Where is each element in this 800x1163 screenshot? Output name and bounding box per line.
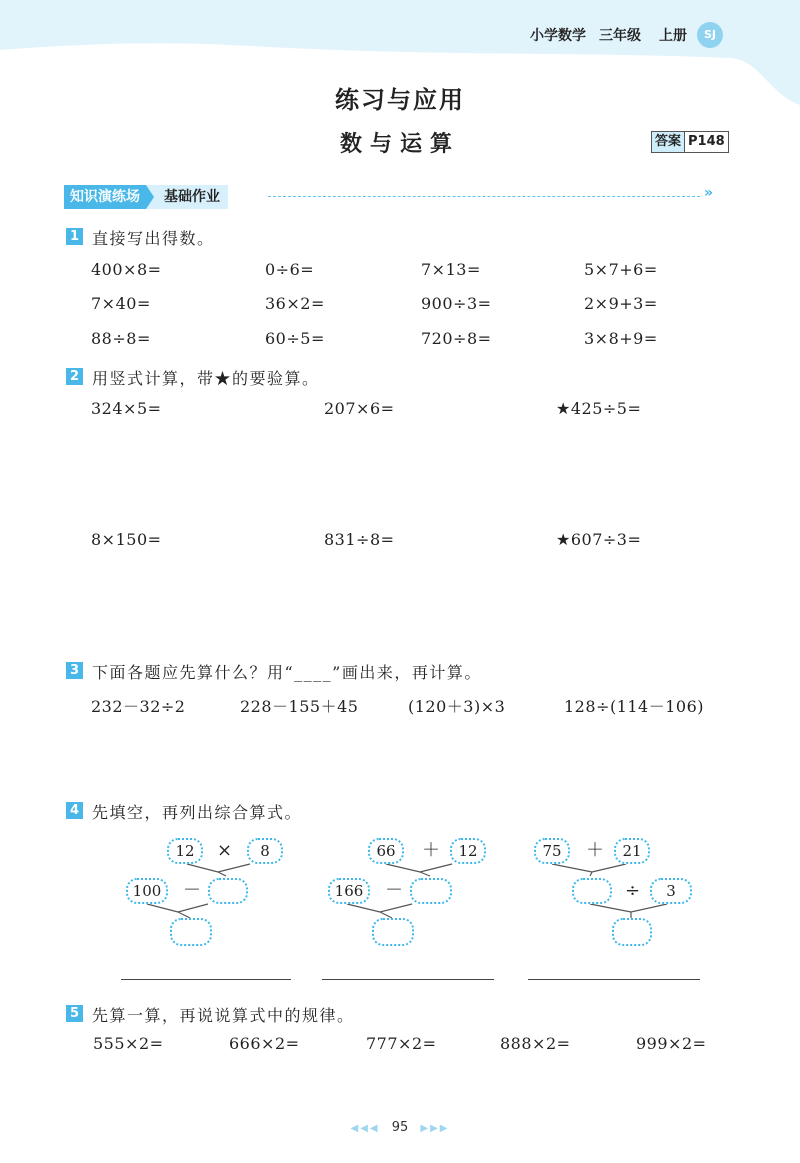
question-text: 下面各题应先算什么？用“____”画出来，再计算。 [92,663,482,682]
operator: － [183,880,201,901]
expression: 207×6= [324,399,395,418]
expression: 324×5= [91,399,162,418]
expression: 7×13= [421,260,481,279]
question-text: 直接写出得数。 [92,229,215,248]
expression: 777×2= [366,1034,437,1053]
question-number: 2 [66,368,83,385]
question-number: 4 [66,802,83,819]
tree-value: 66 [368,838,404,864]
operator: ＋ [586,840,604,861]
expression: 2×9+3= [584,294,658,313]
operator: ÷ [625,880,641,901]
page-number: 95 [391,1120,409,1135]
expression: 400×8= [91,260,162,279]
question-text: 先算一算，再说说算式中的规律。 [92,1006,355,1025]
tree-value: 3 [650,878,692,904]
section-tag-primary: 知识演练场 [64,185,146,209]
expression: (120＋3)×3 [408,697,506,716]
expression: ★425÷5= [556,399,642,418]
tree-value: 75 [534,838,570,864]
question-text: 先填空，再列出综合算式。 [92,803,303,822]
expression: 8×150= [91,530,162,549]
expression: 3×8+9= [584,329,658,348]
answer-line[interactable] [322,979,494,980]
page-footer [0,1120,800,1135]
publisher-badge: SJ [697,22,723,48]
expression: 7×40= [91,294,151,313]
operator: － [385,880,403,901]
question-number: 1 [66,228,83,245]
expression: 999×2= [636,1034,707,1053]
double-chevron-icon: » [704,185,714,201]
blank-input[interactable] [170,918,212,946]
right-arrows-icon: ▶▶▶ [420,1123,450,1134]
expression: 888×2= [500,1034,571,1053]
expression: 900÷3= [421,294,492,313]
tree-value: 12 [167,838,203,864]
expression: 228－155＋45 [240,697,359,716]
expression: 720÷8= [421,329,492,348]
expression: 232－32÷2 [91,697,186,716]
expression: 36×2= [265,294,325,313]
expression: ★607÷3= [556,530,642,549]
page-subtitle: 数与运算 [339,132,460,157]
expression: 88÷8= [91,329,151,348]
blank-input[interactable] [372,918,414,946]
question-number: 3 [66,662,83,679]
blank-input[interactable] [410,878,452,904]
blank-input[interactable] [208,878,248,904]
operator: × [217,840,233,861]
tree-value: 8 [247,838,283,864]
answer-line[interactable] [121,979,291,980]
blank-input[interactable] [572,878,612,904]
tree-value: 166 [328,878,370,904]
left-arrows-icon: ◀◀◀ [350,1123,380,1134]
expression: 666×2= [229,1034,300,1053]
page-title: 练习与应用 [335,86,465,114]
answer-label: 答案 [652,132,684,152]
expression: 60÷5= [265,329,325,348]
expression: 0÷6= [265,260,315,279]
tree-value: 21 [614,838,650,864]
expression: 555×2= [93,1034,164,1053]
answer-line[interactable] [528,979,700,980]
header-subject: 小学数学 [530,28,586,44]
tree-value: 100 [126,878,168,904]
answer-page: P148 [684,132,728,152]
expression: 5×7+6= [584,260,658,279]
tree-value: 12 [450,838,486,864]
operator: ＋ [422,840,440,861]
expression: 128÷(114－106) [564,697,705,716]
header-volume: 上册 [659,28,687,44]
header-grade: 三年级 [599,28,641,44]
question-text: 用竖式计算，带★的要验算。 [92,369,320,388]
question-number: 5 [66,1005,83,1022]
section-tag-secondary: 基础作业 [154,185,228,209]
blank-input[interactable] [612,918,652,946]
expression: 831÷8= [324,530,395,549]
